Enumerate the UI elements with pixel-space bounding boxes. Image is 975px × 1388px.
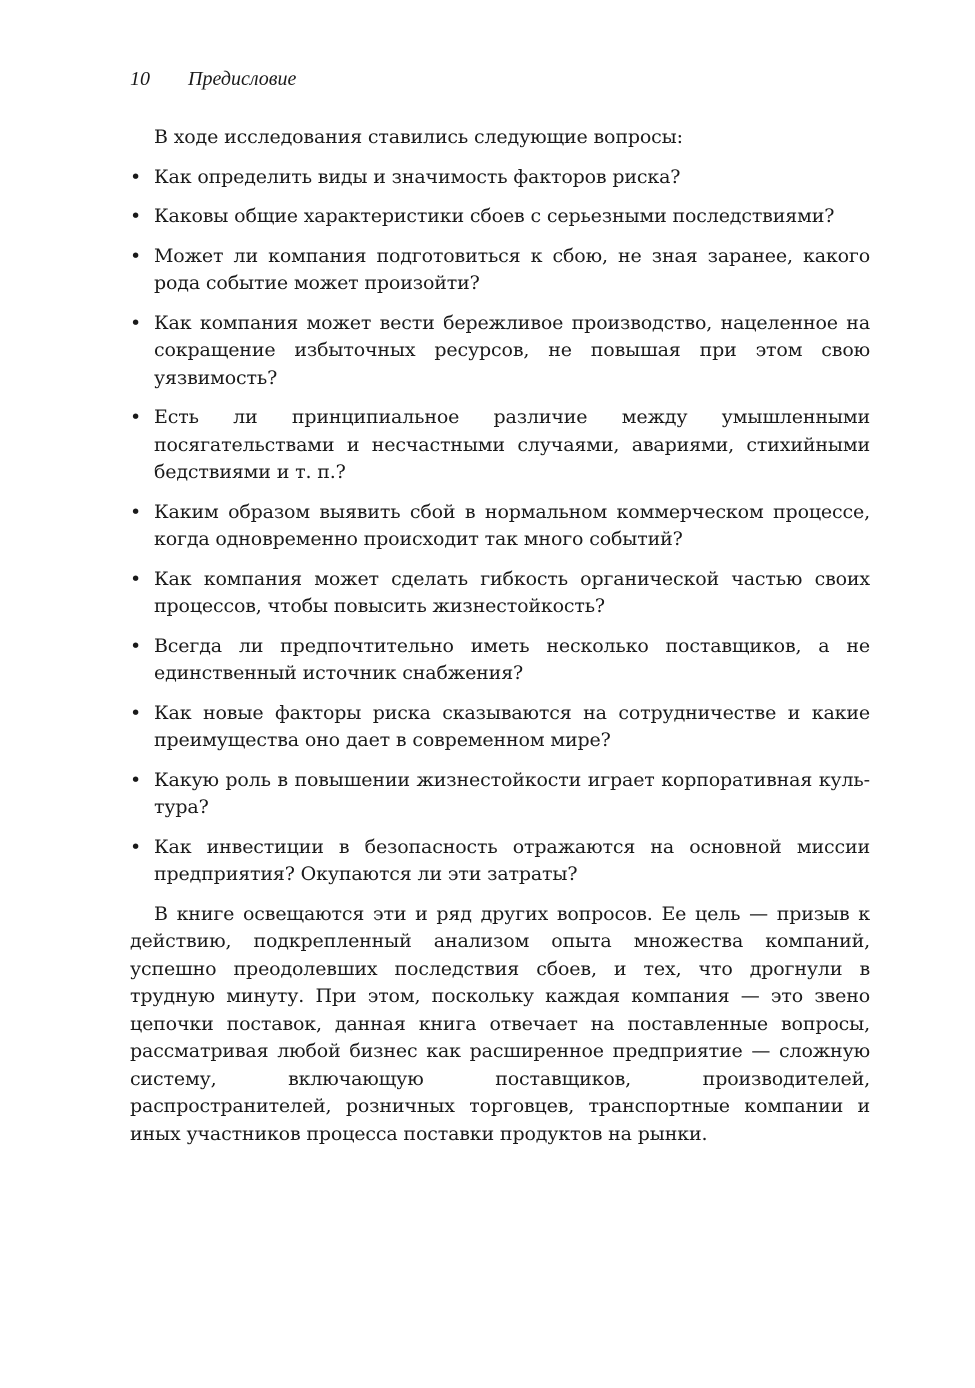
section-title: Предисловие: [188, 68, 297, 90]
question-item: [130, 834, 870, 889]
question-item: [130, 767, 870, 822]
question-item: [130, 243, 870, 298]
closing-paragraph: В книге освещаются эти и ряд других вопросов. Ее цель — призыв к действию, подкрепленный анализом опыта множества компаний, успешно преодолевших последствия сбоев, и тех, что дрогнули в трудную минуту. При этом, поскольку каждая компания — это звено цепочки поставок, данная книга отвечает на поставленные вопросы, рассматривая любой бизнес как расширенное предприятие — сложную систему, включающую поставщиков, производителей, распространителей, розничных торговцев, транспортные компании и иных участников процесса поставки продуктов на рынки.: [130, 902, 870, 1145]
question-text: Как новые факторы риска сказываются на сотрудничестве и какие преимущества оно дает в современном мире?: [154, 701, 870, 751]
question-item: [130, 404, 870, 487]
question-text: Может ли компания подготовиться к сбою, не зная заранее, какого рода событие может произойти?: [154, 244, 870, 294]
intro-sentence: В ходе исследования ставились следующие вопросы:: [154, 126, 683, 148]
bullet-icon: •: [130, 205, 142, 227]
question-text: Каковы общие характеристики сбоев с серьезными последствиями?: [154, 205, 835, 227]
bullet-icon: •: [130, 634, 142, 657]
question-item: [130, 164, 870, 192]
question-text: Как инвестиции в безопасность отражаются на основной миссии предприятия? Окупаются ли эти затраты?: [154, 835, 870, 885]
question-list: [130, 164, 870, 889]
question-item: [130, 566, 870, 621]
bullet-icon: •: [130, 768, 142, 791]
bullet-icon: •: [130, 500, 142, 523]
bullet-icon: •: [130, 835, 142, 858]
question-text: Как компания может сделать гибкость органической частью своих процессов, чтобы повысить жизнестойкость?: [154, 567, 870, 617]
bullet-icon: •: [130, 567, 142, 590]
page-body: [130, 124, 870, 1148]
question-item: [130, 633, 870, 688]
question-text: Как компания может вести бережливое производство, нацеленное на сокращение избыточных ресурсов, не повышая при этом свою уязвимость?: [154, 311, 870, 389]
running-head: [130, 66, 296, 92]
bullet-icon: •: [130, 406, 142, 428]
question-text: Есть ли принципиальное различие между умышленными посягательствами и несчастными случаями, авариями, стихийными бедствиями и т. п.?: [154, 406, 870, 483]
bullet-icon: •: [130, 165, 142, 188]
question-item: [130, 203, 870, 231]
page-number: 10: [130, 68, 150, 90]
question-item: [130, 499, 870, 554]
question-text: Каким образом выявить сбой в нормальном коммерческом процессе, когда одновременно происходит так много событий?: [154, 500, 870, 550]
bullet-icon: •: [130, 244, 142, 267]
question-text: Какую роль в повышении жизнестойкости играет корпоративная культура?: [154, 768, 870, 818]
question-item: [130, 310, 870, 393]
question-text: Как определить виды и значимость факторов риска?: [154, 165, 681, 188]
bullet-icon: •: [130, 701, 142, 724]
bullet-icon: •: [130, 311, 142, 334]
question-text: Всегда ли предпочтительно иметь несколько поставщиков, а не единственный источник снабжения?: [154, 634, 870, 684]
question-item: [130, 700, 870, 755]
